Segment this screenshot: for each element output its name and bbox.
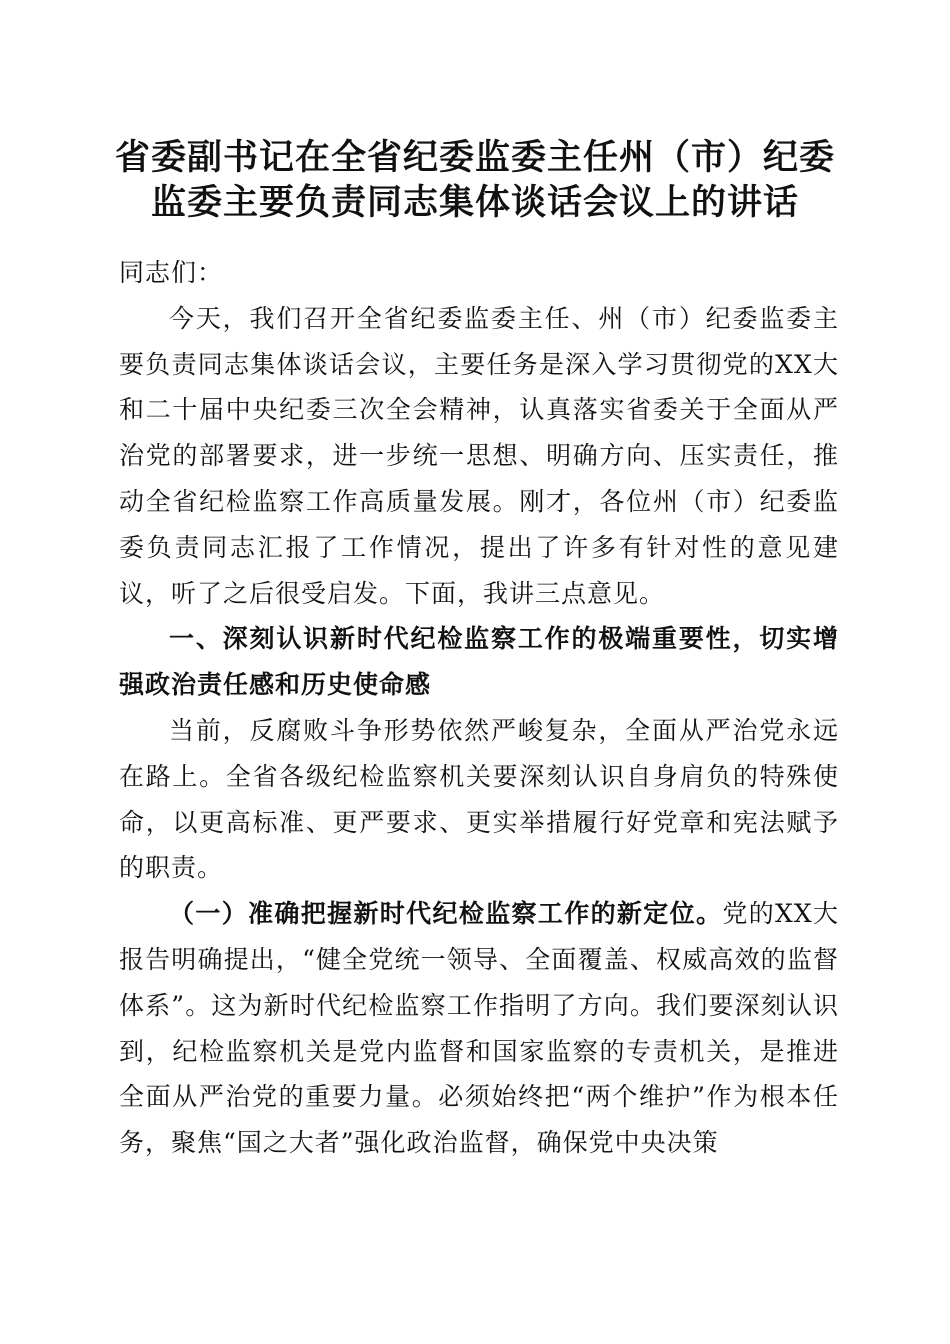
- subsection-1-lead: （一）准确把握新时代纪检监察工作的新定位。: [169, 899, 723, 929]
- subsection-1-text: 党的XX大报告明确提出，“健全党统一领导、全面覆盖、权威高效的监督体系”。这为新时代纪检监察工作指明了方向。我们要深刻认识到，纪检监察机关是党内监督和国家监察的专责机关，是推进全面从严治党的重要力量。必须始终把“两个维护”作为根本任务，聚焦“国之大者”强化政治监督，确保党中央决策: [119, 899, 839, 1158]
- document-body: [119, 250, 839, 1166]
- paragraph-situation: 当前，反腐败斗争形势依然严峻复杂，全面从严治党永远在路上。全省各级纪检监察机关要深刻认识自身肩负的特殊使命，以更高标准、更严要求、更实举措履行好党章和宪法赋予的职责。: [119, 715, 839, 883]
- section-heading-1: 一、深刻认识新时代纪检监察工作的极端重要性，切实增强政治责任感和历史使命感: [119, 624, 839, 700]
- paragraph-intro: 今天，我们召开全省纪委监委主任、州（市）纪委监委主要负责同志集体谈话会议，主要任务是深入学习贯彻党的XX大和二十届中央纪委三次全会精神，认真落实省委关于全面从严治党的部署要求，进一步统一思想、明确方向、压实责任，推动全省纪检监察工作高质量发展。刚才，各位州（市）纪委监委负责同志汇报了工作情况，提出了许多有针对性的意见建议，听了之后很受启发。下面，我讲三点意见。: [119, 303, 839, 608]
- paragraph-subsection-1: [119, 891, 839, 1166]
- salutation: 同志们：: [119, 258, 224, 287]
- document-title-line-1: 省委副书记在全省纪委监委主任州（市）纪委: [114, 137, 835, 178]
- document-title-line-2: 监委主要负责同志集体谈话会议上的讲话: [150, 182, 799, 223]
